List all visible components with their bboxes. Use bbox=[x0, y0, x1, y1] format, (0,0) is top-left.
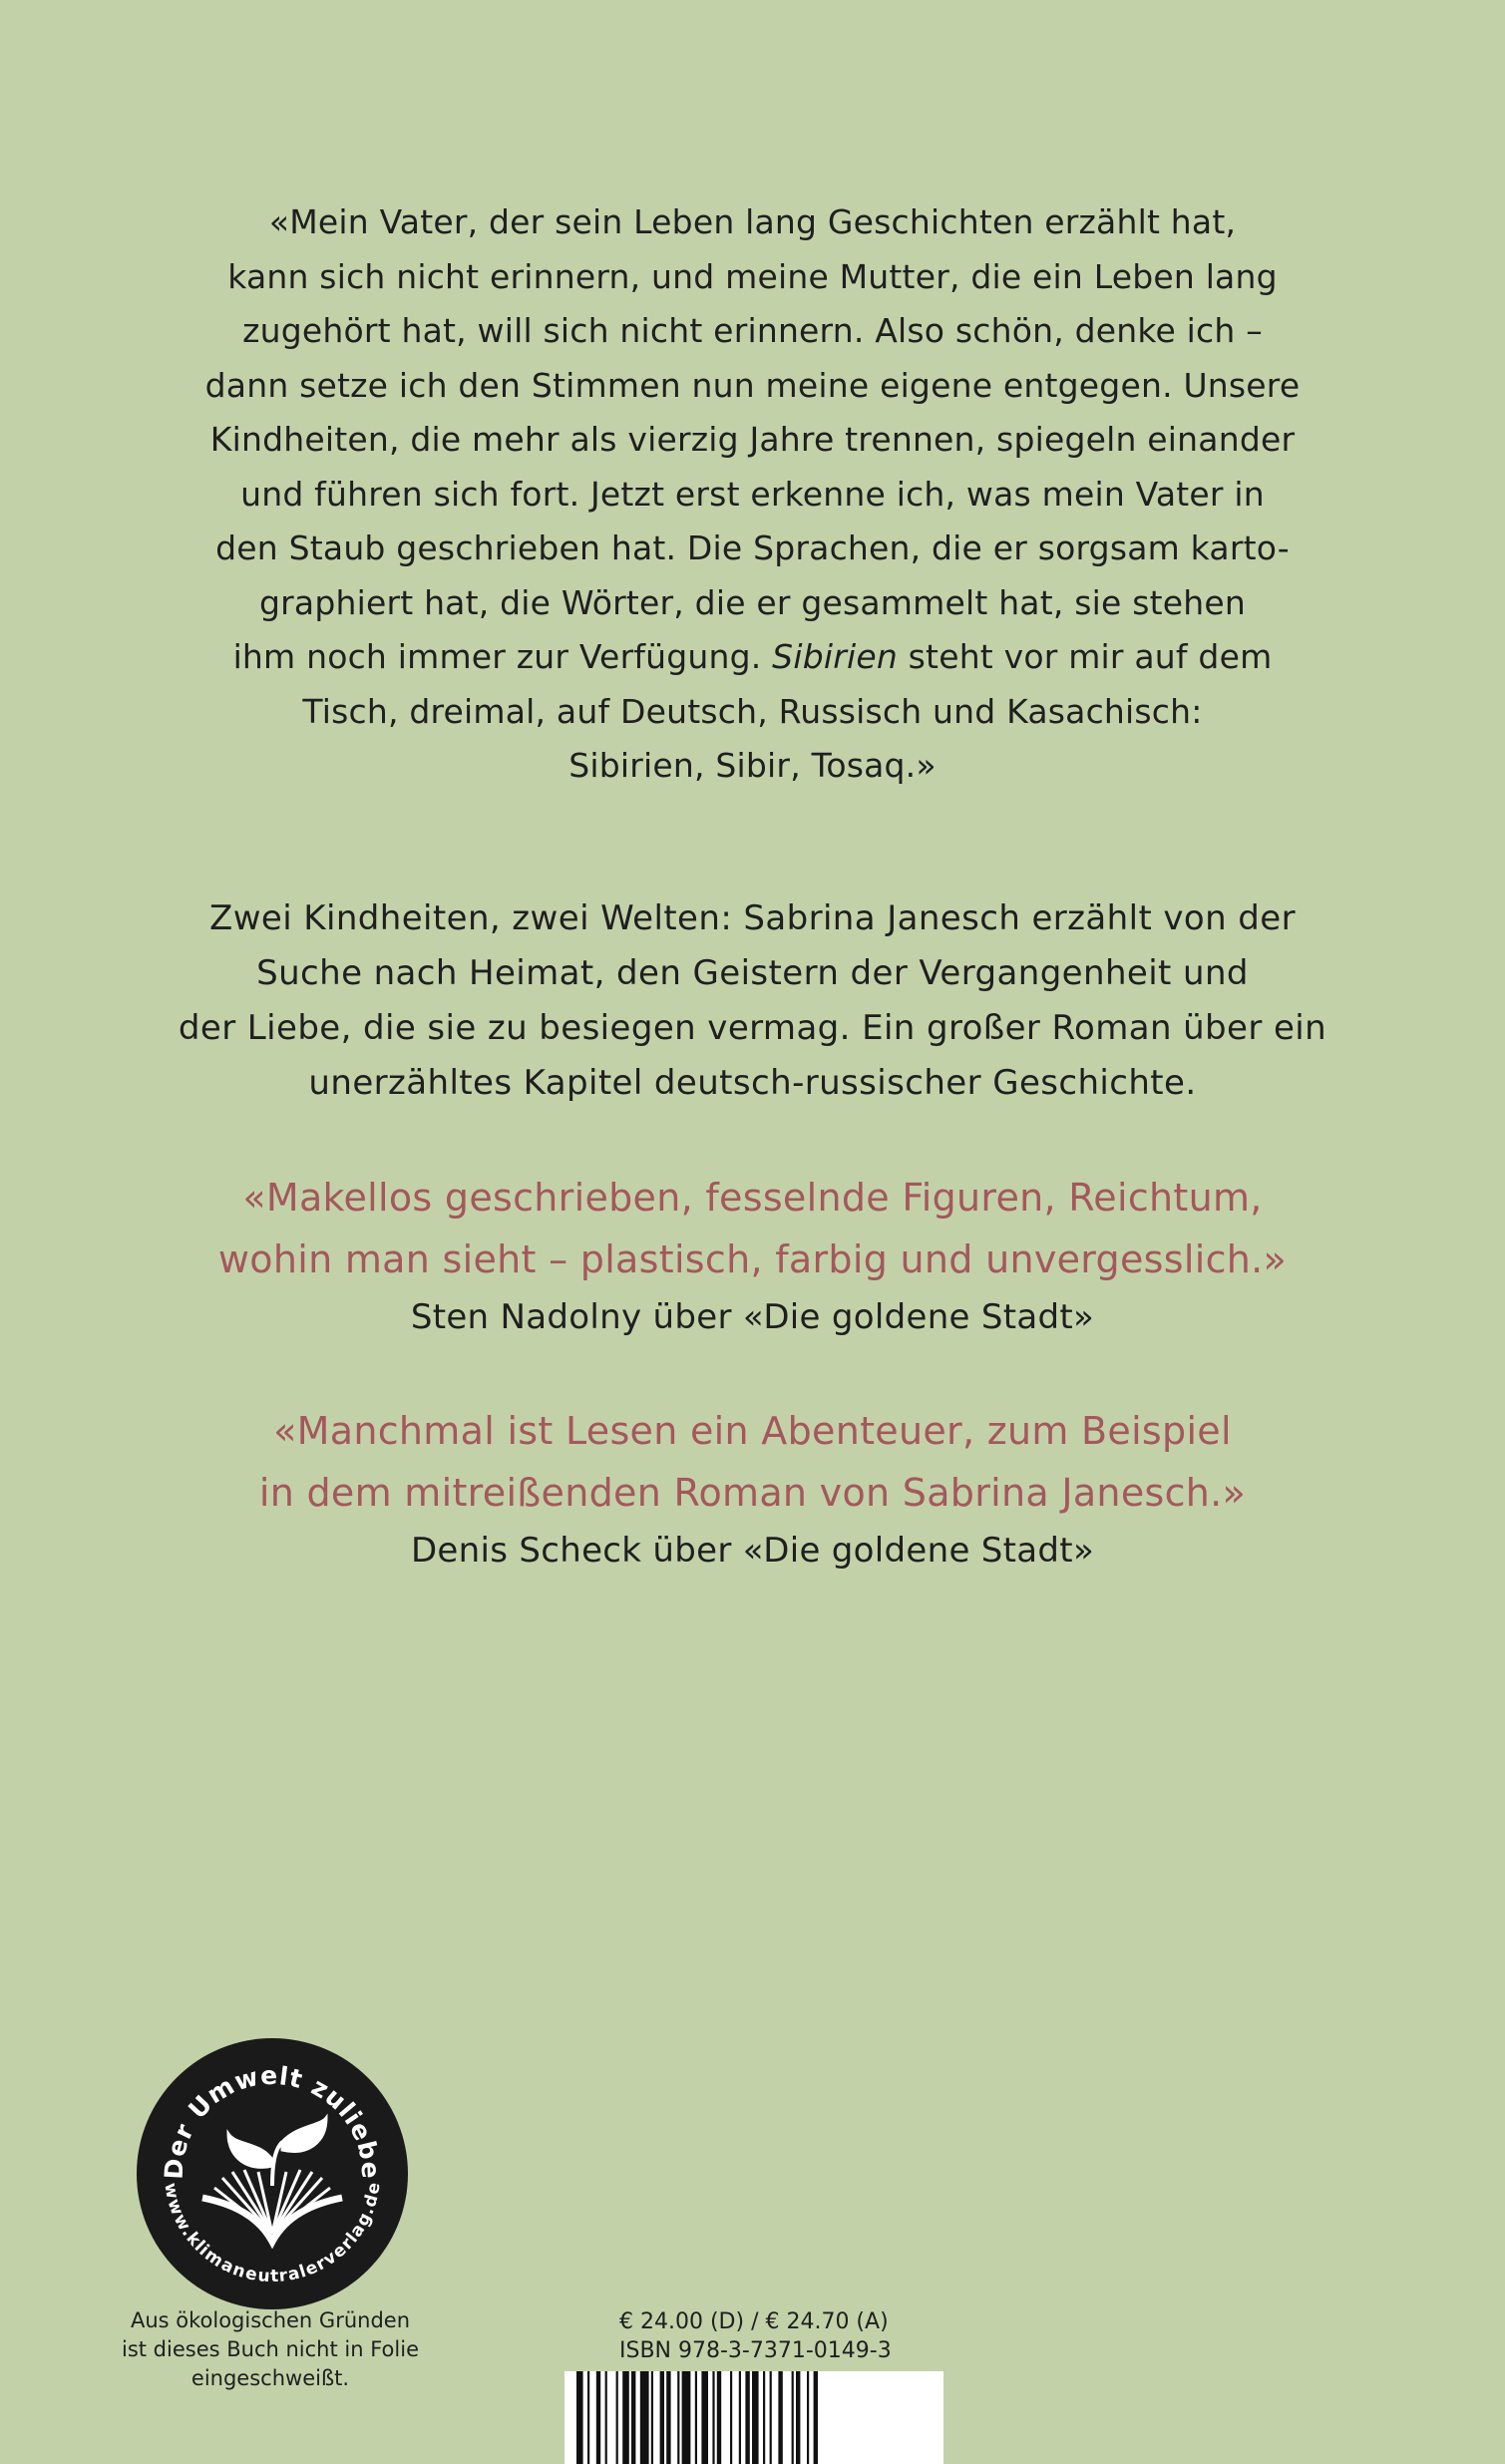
barcode-bar bbox=[616, 2371, 618, 2464]
excerpt-line bbox=[0, 630, 1505, 685]
excerpt-line: und führen sich fort. Jetzt erst erkenne ich, was mein Vater in bbox=[240, 474, 1265, 514]
barcode-bar bbox=[682, 2371, 691, 2464]
excerpt-line: zugehört hat, will sich nicht erinnern. Also schön, denke ich – bbox=[242, 311, 1263, 350]
quote-line: wohin man sieht – plastisch, farbig und unvergesslich.» bbox=[217, 1237, 1288, 1281]
barcode-bar bbox=[796, 2371, 800, 2464]
blurb-line: der Liebe, die sie zu besiegen vermag. Ein großer Roman über ein bbox=[178, 1008, 1327, 1048]
quote-line: in dem mitreißenden Roman von Sabrina Janesch.» bbox=[258, 1471, 1247, 1515]
barcode-bar bbox=[576, 2371, 583, 2464]
badge-bottom-text: www.klimaneutralerverlag.de bbox=[160, 2181, 385, 2288]
review-quote bbox=[0, 1167, 1505, 1344]
badge-top-text: Der Umwelt zuliebe bbox=[159, 2060, 386, 2181]
excerpt-text-segment: ihm noch immer zur Verfügung. bbox=[232, 637, 773, 676]
excerpt-line: dann setze ich den Stimmen nun meine eigene entgegen. Unsere bbox=[204, 365, 1301, 405]
excerpt-italic-title: Sibirien bbox=[772, 637, 898, 676]
barcode-bar bbox=[605, 2371, 607, 2464]
barcode-bar bbox=[752, 2371, 759, 2464]
blurb-line: Zwei Kindheiten, zwei Welten: Sabrina Janesch erzählt von der bbox=[209, 898, 1296, 938]
excerpt-line: Tisch, dreimal, auf Deutsch, Russisch und Kasachisch: bbox=[302, 691, 1203, 731]
barcode-bars bbox=[564, 2371, 943, 2464]
barcode-bar bbox=[651, 2371, 653, 2464]
quote-line: «Makellos geschrieben, fesselnde Figuren, Reichtum, bbox=[242, 1176, 1263, 1220]
blurb-line: Suche nach Heimat, den Geistern der Vergangenheit und bbox=[256, 953, 1249, 993]
excerpt-line: Sibirien, Sibir, Tosaq.» bbox=[568, 746, 937, 785]
barcode-bar bbox=[677, 2371, 679, 2464]
barcode-bar bbox=[596, 2371, 600, 2464]
barcode bbox=[564, 2371, 943, 2464]
excerpt-line: «Mein Vater, der sein Leben lang Geschichten erzählt hat, bbox=[268, 202, 1237, 241]
barcode-bar bbox=[739, 2371, 741, 2464]
barcode-bar bbox=[587, 2371, 589, 2464]
barcode-bar bbox=[770, 2371, 772, 2464]
barcode-bar bbox=[763, 2371, 765, 2464]
quote-line: «Manchmal ist Lesen ein Abenteuer, zum Beispiel bbox=[273, 1409, 1232, 1453]
excerpt-text-segment: steht vor mir auf dem bbox=[897, 637, 1273, 676]
barcode-bar bbox=[640, 2371, 649, 2464]
barcode-bar bbox=[712, 2371, 714, 2464]
packaging-note-line: ist dieses Buch nicht in Folie bbox=[122, 2337, 419, 2361]
excerpt-line: Kindheiten, die mehr als vierzig Jahre trennen, spiegeln einander bbox=[209, 420, 1296, 459]
barcode-bar bbox=[792, 2371, 794, 2464]
barcode-bar bbox=[666, 2371, 670, 2464]
packaging-note-line: eingeschweißt. bbox=[190, 2366, 350, 2390]
packaging-note-line: Aus ökologischen Gründen bbox=[130, 2308, 411, 2332]
barcode-bar bbox=[695, 2371, 697, 2464]
blurb-text bbox=[0, 891, 1505, 1111]
barcode-bar bbox=[622, 2371, 629, 2464]
barcode-bar bbox=[807, 2371, 809, 2464]
barcode-bar bbox=[778, 2371, 782, 2464]
review-quote bbox=[0, 1400, 1505, 1578]
price-label: € 24.00 (D) / € 24.70 (A) bbox=[619, 2309, 889, 2334]
barcode-bar bbox=[631, 2371, 635, 2464]
blurb-line: unerzähltes Kapitel deutsch-russischer Geschichte. bbox=[308, 1063, 1197, 1103]
packaging-note bbox=[96, 2306, 445, 2393]
barcode-bar bbox=[745, 2371, 749, 2464]
quote-attribution: Denis Scheck über «Die goldene Stadt» bbox=[410, 1531, 1095, 1571]
excerpt-line: den Staub geschrieben hat. Die Sprachen, die er sorgsam karto- bbox=[215, 528, 1290, 567]
excerpt-text bbox=[0, 195, 1505, 794]
badge-svg bbox=[137, 2038, 408, 2309]
barcode-bar bbox=[814, 2371, 818, 2464]
barcode-bar bbox=[717, 2371, 721, 2464]
quote-attribution: Sten Nadolny über «Die goldene Stadt» bbox=[410, 1297, 1095, 1337]
excerpt-line: kann sich nicht erinnern, und meine Mutter, die ein Leben lang bbox=[227, 256, 1278, 296]
price-isbn-block bbox=[619, 2307, 1018, 2365]
barcode-bar bbox=[660, 2371, 664, 2464]
excerpt-line: graphiert hat, die Wörter, die er gesammelt hat, sie stehen bbox=[259, 582, 1246, 622]
barcode-bar bbox=[730, 2371, 732, 2464]
isbn-label: ISBN 978-3-7371-0149-3 bbox=[619, 2338, 892, 2363]
barcode-bar bbox=[701, 2371, 708, 2464]
climate-neutral-badge bbox=[137, 2038, 408, 2309]
